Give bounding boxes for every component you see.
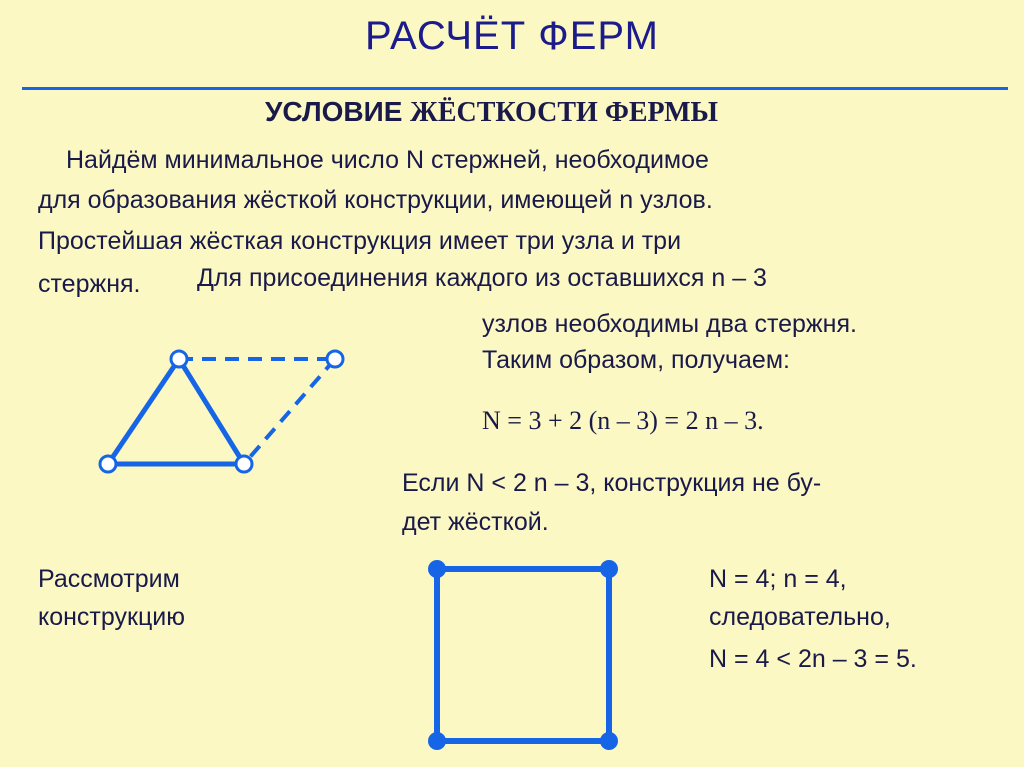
paragraph-line-1: Найдём минимальное число N стержней, необходимое (66, 146, 709, 174)
result-line-1: N = 4; n = 4, (709, 565, 847, 593)
paragraph-line-3: Простейшая жёсткая конструкция имеет три узла и три (38, 227, 682, 255)
truss-bar-right (179, 359, 244, 464)
paragraph-line-2: для образования жёсткой конструкции, имеющей n узлов. (38, 186, 713, 214)
condition-line-1: Если N < 2 n – 3, конструкция не бу- (402, 469, 822, 497)
result-line-3: N = 4 < 2n – 3 = 5. (709, 645, 917, 673)
subtitle-part-2: ЖЁСТКОСТИ ФЕРМЫ (410, 97, 719, 128)
square-node-top-right (600, 560, 618, 578)
square-node-top-left (428, 560, 446, 578)
triangle-truss-diagram (100, 351, 343, 472)
slide-title: РАСЧЁТ ФЕРМ (365, 14, 659, 58)
consider-line-1: Рассмотрим (38, 565, 180, 593)
consider-line-2: конструкцию (38, 603, 185, 631)
paragraph-line-4b: Для присоединения каждого из оставшихся n – 3 (197, 264, 767, 292)
node-top (171, 351, 187, 367)
paragraph-line-4a: стержня. (38, 270, 141, 298)
square-frame (437, 569, 609, 741)
condition-line-2: дет жёсткой. (402, 508, 549, 536)
square-node-bottom-right (600, 732, 618, 750)
rigidity-formula: N = 3 + 2 (n – 3) = 2 n – 3. (482, 406, 764, 435)
paragraph-line-6: Таким образом, получаем: (482, 346, 790, 374)
node-bottom-left (100, 456, 116, 472)
result-line-2: следовательно, (709, 603, 891, 631)
square-node-bottom-left (428, 732, 446, 750)
truss-bar-left (108, 359, 179, 464)
subtitle-part-1: УСЛОВИЕ (265, 96, 411, 127)
square-truss-diagram (428, 560, 618, 750)
paragraph-line-5: узлов необходимы два стержня. (482, 310, 857, 338)
node-added (327, 351, 343, 367)
node-bottom-right (236, 456, 252, 472)
dashed-bar-diagonal (244, 359, 335, 464)
